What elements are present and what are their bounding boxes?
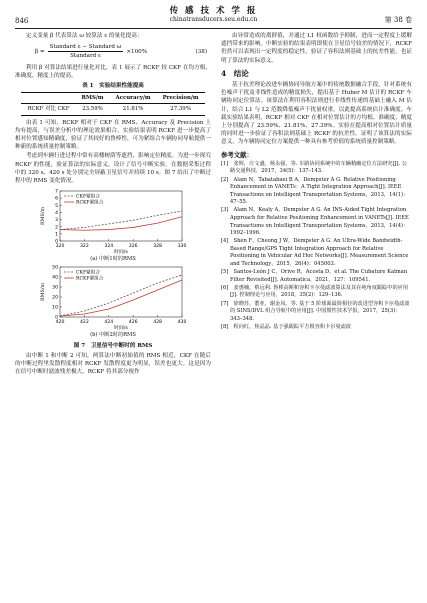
equation-denominator: Standard ε (70, 53, 101, 60)
references-title: 参考文献： (221, 150, 253, 159)
x-tick-label: 422 (80, 320, 89, 326)
x-tick-label: 420 (55, 320, 65, 326)
reference-item: [2] Alam N，Tabatabaei B A，Dempster A G. Relative Positioning Enhancement in VANETs：A Tight Integration Approach[J]. IEEE Transactions on Intelligent Transportation Systems，2013，14(1)：47–55. (221, 176, 409, 206)
paragraph: 基于抗差理论改进车辆协同导航方案中的传统数据融合手段。针对系统有色噪声干扰及非线性造成的精度损失，提出基于 Huber M 估计的 RCKF 车辆协同定位算法。该算法在利用容积法则进行非线性传递的基础上融入 M 估计，结合 L1 与 L2 范数降低噪声干扰量权重，以此提高系统估计准确度。车载实验结果表明，RCKF 相对 CKF 在相对位置估计的方均根、准确度、精度上分别提高了 23.59%、21.81%、27.39%。实验在提高相对位置估计质量的同时进一步验证了容积法则基础上 RCKF 的抗差性，证明了该算法的实际意义，为车辆协同定位方案提供一种具有参考价值的系统质量控制策略。 (221, 82, 412, 146)
table-cell: 21.81% (122, 106, 144, 113)
reference-item: [6] 姜惠楠，蔡远利. 鲁棒高斯和容积卡尔曼滤波算法及其在纯角度跟踪中的应用[J]. 控制理论与应用，2018，35(2)：129–136. (221, 284, 409, 299)
y-axis-label: RMS/m (41, 207, 46, 226)
paragraph: 由表 1 可知，RCKF 相对于 CKF 在 RMS、Accuracy 及 Precision 上均有提高，与误差分析中的理论效果相合。实验结果表明 RCKF 进一步提高了相对位置感知精确度，验证了其较好的鲁棒性，可为紧组合车辆协同导航提供一种新的系统质量控制策略。 (15, 119, 211, 151)
paragraph: 考虑到车辆行进过程中常有高楼树荫等遮挡，影响定位精度。为进一步探究 RCKF 的性能，验证算法的实际意义，设计了信号中断实验。在数据采集过程中的 320 s、420 s 处分别完全屏蔽卫星信号并持续 10 s。图 7 给出了中断过程中的 RMS 变化情况。 (15, 153, 211, 185)
x-tick-label: 424 (104, 320, 114, 326)
y-tick-label: 30 (52, 286, 58, 292)
paragraph: 由异常造成的离群值，并通过 L1 权函数给予抑制，进而一定程度上缓解遮挡带来的影响。中断实验的结果表明即使在卫星信号较差的情况下，RCKF 仍然可以表现出一定程度的稳定性，验证了容积法则基础上的抗差性能，也证明了算法的实际意义。 (221, 33, 412, 64)
y-tick-label: 2 (55, 225, 58, 231)
table-header-cell (21, 93, 75, 104)
y-tick-label: 40 (52, 276, 58, 282)
left-column (15, 32, 211, 377)
table-header-cell: Accuracy/m (115, 95, 151, 102)
x-tick-label: 430 (177, 320, 187, 326)
x-tick-label: 320 (55, 244, 65, 250)
results-table (21, 92, 204, 115)
table-cell: 27.39% (170, 106, 191, 113)
figure-caption: 图 7 卫星信号中断时的 RMS (73, 342, 153, 349)
y-tick-label: 0 (55, 239, 58, 245)
equation-numerator: Standard ε − Standard ω (48, 43, 124, 52)
y-tick-label: 20 (52, 296, 58, 302)
y-tick-label: 6 (55, 196, 58, 202)
y-tick-label: 50 (52, 266, 58, 272)
reference-item: [5] Santos-León J C，Orive R，Acosta D，et al. The Cubature Kalman Filter Revisited[J]. Automatica，2021，127：109541. (221, 269, 408, 283)
x-axis-label: 时间/s (114, 250, 128, 256)
y-tick-label: 1 (55, 232, 58, 238)
legend-label: CKF紧组合 (76, 194, 100, 200)
table-header-cell: Precision/m (162, 95, 199, 102)
table-header-row (21, 93, 204, 104)
y-tick-label: 3 (55, 218, 58, 224)
series-line (60, 211, 182, 230)
x-tick-label: 426 (128, 320, 138, 326)
y-tick-label: 5 (55, 204, 58, 210)
page-number: 846 (15, 17, 29, 25)
y-tick-label: 4 (55, 211, 58, 217)
x-tick-label: 330 (177, 244, 187, 250)
x-tick-label: 324 (104, 244, 114, 250)
equation-lhs: β = (35, 48, 45, 55)
x-tick-label: 328 (153, 244, 162, 250)
figure-7 (38, 187, 188, 339)
equation-number: (38) (195, 48, 207, 55)
y-tick-label: 7 (55, 189, 58, 195)
section-title: 4 结论 (221, 68, 249, 78)
table-caption: 表 1 实验结果性能提高 (82, 83, 144, 90)
paragraph: 由中断 1 和中断 2 可知，两算法中断初始值的 RMS 相近，CKF 在随后的中断过程里发散程度相对 RCKF 发散程度更为明显，误差也更大。这是因为在信号中断时滤波残差极大，RCKF 将其部分视作 (15, 352, 211, 376)
x-tick-label: 326 (128, 244, 138, 250)
x-tick-label: 428 (153, 320, 162, 326)
chart-b-subtitle: (b) 中断2时的RMS (90, 332, 136, 339)
journal-title: 传 感 技 术 学 报 (169, 6, 258, 16)
paragraph: 利用 β 对算法结果进行量化对比，表 1 展示了 RCKF 较 CKF 在均方根、准确度、精度上的提高。 (15, 64, 211, 79)
reference-item: [8] 程向红，焦晶晶. 基于强跟踪平方根容积卡尔曼滤波 (221, 323, 351, 330)
table-row (21, 104, 204, 115)
reference-item: [1] 张辉，庄文盛，杨永强，等. 车路协同系统中的车辆精确定位方法研究[J]. 公路交通科技，2017，34(5)：137–143. (221, 160, 408, 175)
journal-url: chinatransducers.seu.edu.cn (169, 16, 258, 23)
page-header (15, 4, 412, 29)
reference-item: [3] Alam N，Kealy A，Dempster A G. An INS-Aided Tight Integration Approach for Relative Positioning Enhancement in VANETs[J]. IEEE Transactions on Intelligent Transportation Systems，2013，14(4)：1992–1996. (221, 207, 409, 237)
reference-item: [7] 徐晓苏，董亚，谢金凤，等. 基于 5 阶球面最简相径的改进型容积卡尔曼滤波的 SINS/DVL 组合导航中的应用[J]. 中国惯性技术学报，2017，25(3)：343–348. (221, 300, 410, 322)
reference-item: [4] Shen F，Cheong J W，Dempster A G. An Ultra-Wide Bandwidth-Based Range/GPS Tight Integration Approach for Relative Positioning in Vehicular Ad Hoc Networks[J]. Measurement Science and Technology，2015，26(4)：045003. (221, 238, 409, 268)
equation-tail: ×100% (126, 48, 148, 55)
legend-label: CKF紧组合 (76, 271, 100, 277)
equation-38 (35, 43, 211, 60)
volume-label: 第 38 卷 (384, 16, 412, 24)
x-axis-label: 时间/s (114, 326, 128, 332)
right-column (221, 32, 412, 332)
y-tick-label: 10 (52, 306, 58, 312)
legend-label: RCKF紧组合 (76, 277, 104, 283)
table-cell: RCKF 对比 CKF (27, 106, 70, 113)
y-axis-label: RMS/m (41, 283, 46, 302)
legend-label: RCKF紧组合 (76, 200, 104, 206)
chart-a (38, 187, 188, 255)
x-tick-label: 322 (80, 244, 89, 250)
references-list (221, 161, 412, 332)
table-header-cell: RMS/m (81, 95, 104, 102)
chart-b (38, 263, 188, 331)
chart-a-subtitle: (a) 中断1时的RMS (90, 256, 136, 263)
paragraph: 定义变量 β 代表算法 ω 较算法 ε 的量化提高： (26, 33, 143, 39)
equation-fraction (48, 43, 124, 60)
y-tick-label: 0 (55, 316, 58, 322)
table-cell: 23.59% (82, 106, 103, 113)
